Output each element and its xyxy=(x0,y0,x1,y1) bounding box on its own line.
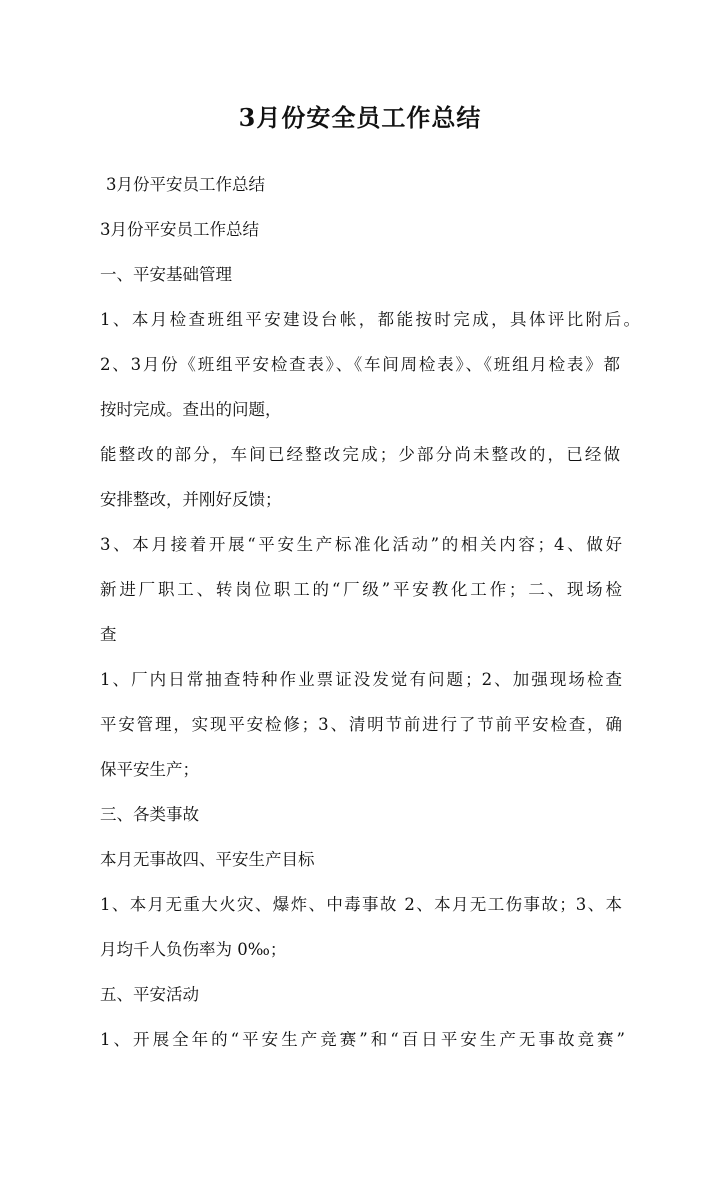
subtitle-line: 3月份平安员工作总结 xyxy=(106,175,265,194)
body-line: 按时完成。查出的问题， xyxy=(100,400,282,419)
body-line: 3、本月接着开展“平安生产标准化活动”的相关内容；4、做好 xyxy=(100,535,622,554)
body-line: 月均千人负伤率为 0‰； xyxy=(100,940,287,959)
document-title: 3月份安全员工作总结 xyxy=(238,103,482,132)
body-line: 2、3月份《班组平安检查表》、《车间周检表》、《班组月检表》都 xyxy=(100,355,620,374)
body-line: 平安管理，实现平安检修；3、清明节前进行了节前平安检查，确 xyxy=(100,715,622,734)
section-heading: 五、平安活动 xyxy=(100,985,199,1004)
body-line: 保平安生产； xyxy=(100,760,199,779)
body-line: 新进厂职工、转岗位职工的“厂级”平安教化工作；二、现场检 xyxy=(100,580,622,599)
body-line: 1、本月检查班组平安建设台帐，都能按时完成，具体评比附后。 xyxy=(100,310,640,329)
body-line: 安排整改，并刚好反馈； xyxy=(100,490,282,509)
body-line: 本月无事故四、平安生产目标 xyxy=(100,850,315,869)
section-heading: 三、各类事故 xyxy=(100,805,199,824)
body-line: 1、开展全年的“平安生产竞赛”和“百日平安生产无事故竞赛” xyxy=(100,1030,625,1049)
body-line: 3月份平安员工作总结 xyxy=(100,220,259,239)
body-line: 1、本月无重大火灾、爆炸、中毒事故 2、本月无工伤事故；3、本 xyxy=(100,895,622,914)
body-line: 查 xyxy=(100,625,117,644)
body-line: 1、厂内日常抽查特种作业票证没发觉有问题；2、加强现场检查 xyxy=(100,670,622,689)
section-heading: 一、平安基础管理 xyxy=(100,265,232,284)
body-line: 能整改的部分，车间已经整改完成；少部分尚未整改的，已经做 xyxy=(100,445,620,464)
